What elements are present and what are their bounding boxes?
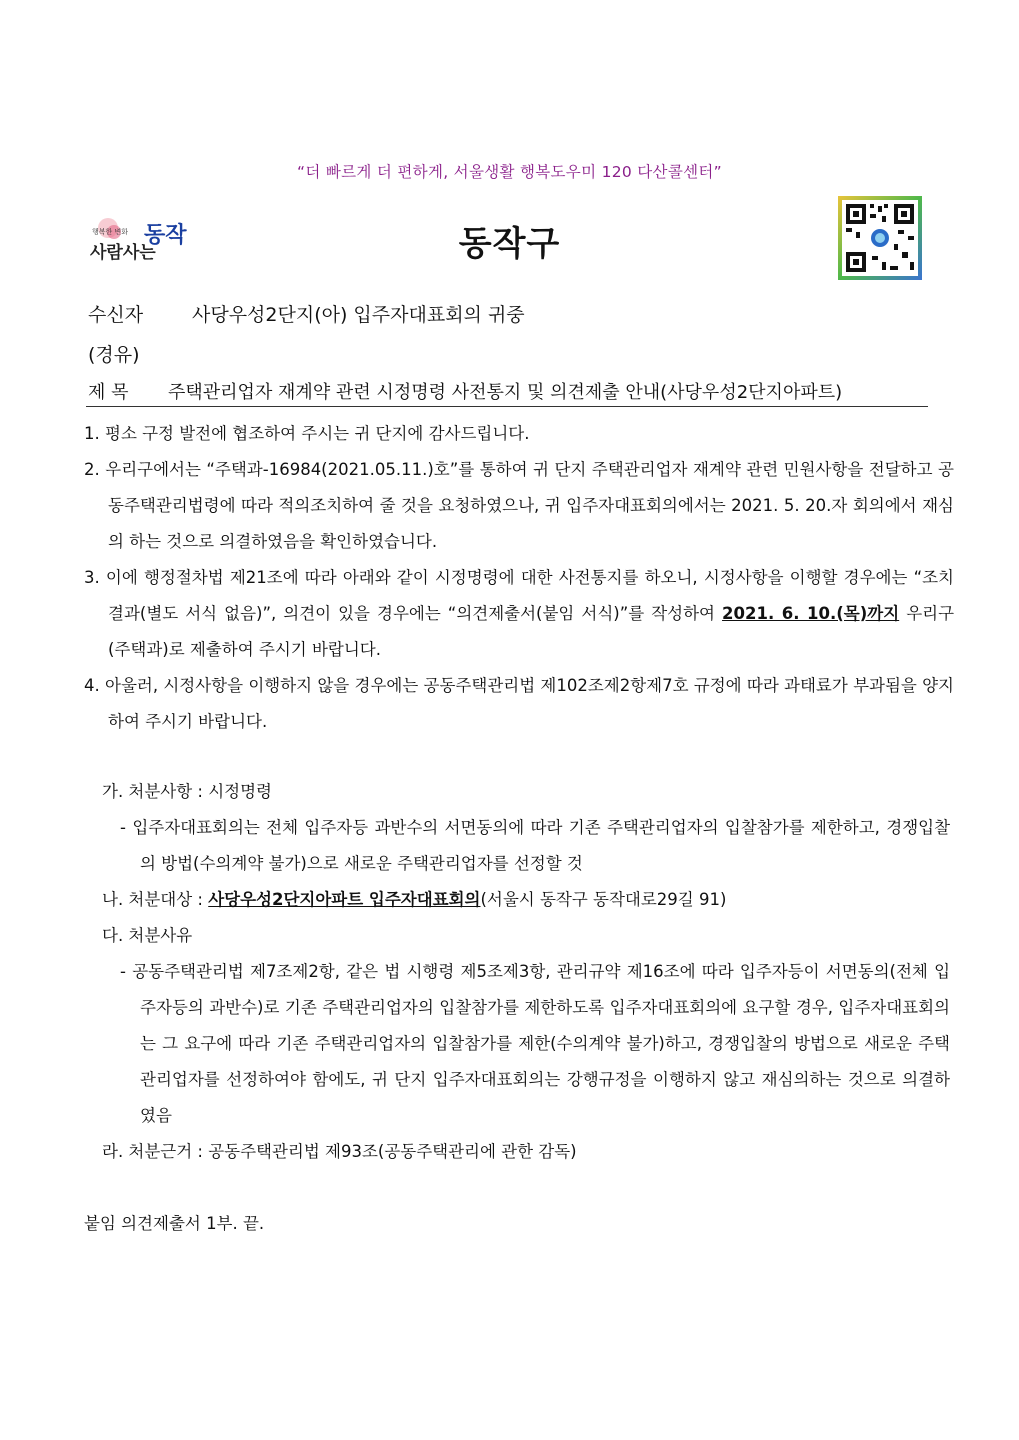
attachment-line: 붙임 의견제출서 1부. 끝.	[84, 1214, 265, 1233]
section-da-detail: - 공동주택관리법 제7조제2항, 같은 법 시행령 제5조제3항, 관리규약 제16조에 따라 입주자등이 서면동의(전체 입주자등의 과반수)로 기존 주택관리업자의 입찰참가를 제한하도록 입주자대표회의에 요구할 경우, 입주자대표회의는 그 요구에 따라 기존 주택관리업자의 입찰참가를 제한(수의계약 불가)하고, 경쟁입찰의 방법으로 새로운 주택관리업자를 선정하여야 함에도, 귀 단지 입주자대표회의는 강행규정을 이행하지 않고 재심의하는 것으로 의결하였음	[120, 962, 951, 1125]
section-ga-detail: - 입주자대표회의는 전체 입주자등 과반수의 서면동의에 따라 기존 주택관리업자의 입찰참가를 제한하고, 경쟁입찰의 방법(수의계약 불가)으로 새로운 주택관리업자를 선정할 것	[120, 818, 951, 873]
recipient-row	[88, 300, 525, 327]
via-label: (경유)	[88, 344, 140, 366]
section-ga: 가. 처분사항 : 시정명령	[102, 782, 272, 801]
logo-main-text-2: 동작	[144, 223, 187, 248]
agency-title: 동작구	[458, 224, 561, 264]
subject-row	[88, 378, 842, 404]
recipient-value: 사당우성2단지(아) 입주자대표회의 귀중	[192, 304, 525, 326]
list-item-2: 2. 우리구에서는 “주택과-16984(2021.05.11.)호”를 통하여 귀 단지 주택관리업자 재계약 관련 민원사항을 전달하고 공동주택관리법령에 따라 적의조치하여 줄 것을 요청하였으나, 귀 입주자대표회의에서는 2021. 5. 20.자 회의에서 재심의 하는 것으로 의결하였음을 확인하였습니다.	[84, 460, 954, 551]
list-item-4: 4. 아울러, 시정사항을 이행하지 않을 경우에는 공동주택관리법 제102조제2항제7호 규정에 따라 과태료가 부과됨을 양지하여 주시기 바랍니다.	[84, 676, 954, 731]
header-divider	[86, 406, 928, 407]
logo-main-text-1: 사람사는	[90, 243, 156, 263]
recipient-label: 수신자	[88, 304, 144, 326]
subject-label: 제 목	[88, 382, 129, 403]
qr-code-icon	[838, 196, 922, 280]
target-name: 사당우성2단지아파트 입주자대표회의	[208, 890, 481, 909]
deadline-text: 2021. 6. 10.(목)까지	[722, 604, 900, 623]
list-item-3: 3. 이에 행정절차법 제21조에 따라 아래와 같이 시정명령에 대한 사전통지를 하오니, 시정사항을 이행할 경우에는 “조치결과(별도 서식 없음)”, 의견이 있을 경우에는 “의견제출서(붙임 서식)”를 작성하여 2021. 6. 10.(목)까지 우리구(주택과)로 제출하여 주시기 바랍니다.	[84, 568, 955, 659]
via-row	[88, 340, 192, 367]
list-item-1: 1. 평소 구정 발전에 협조하여 주시는 귀 단지에 감사드립니다.	[84, 424, 530, 443]
slogan: “더 빠르게 더 편하게, 서울생활 행복도우미 120 다산콜센터”	[297, 163, 722, 181]
section-na: 나. 처분대상 : 사당우성2단지아파트 입주자대표회의(서울시 동작구 동작대로29길 91)	[102, 890, 727, 909]
section-ra: 라. 처분근거 : 공동주택관리법 제93조(공동주택관리에 관한 감독)	[102, 1142, 577, 1161]
logo-small-text: 행복한 변화	[92, 228, 129, 236]
section-da: 다. 처분사유	[102, 926, 193, 945]
subject-value: 주택관리업자 재계약 관련 시정명령 사전통지 및 의견제출 안내(사당우성2단지아파트)	[168, 382, 843, 403]
